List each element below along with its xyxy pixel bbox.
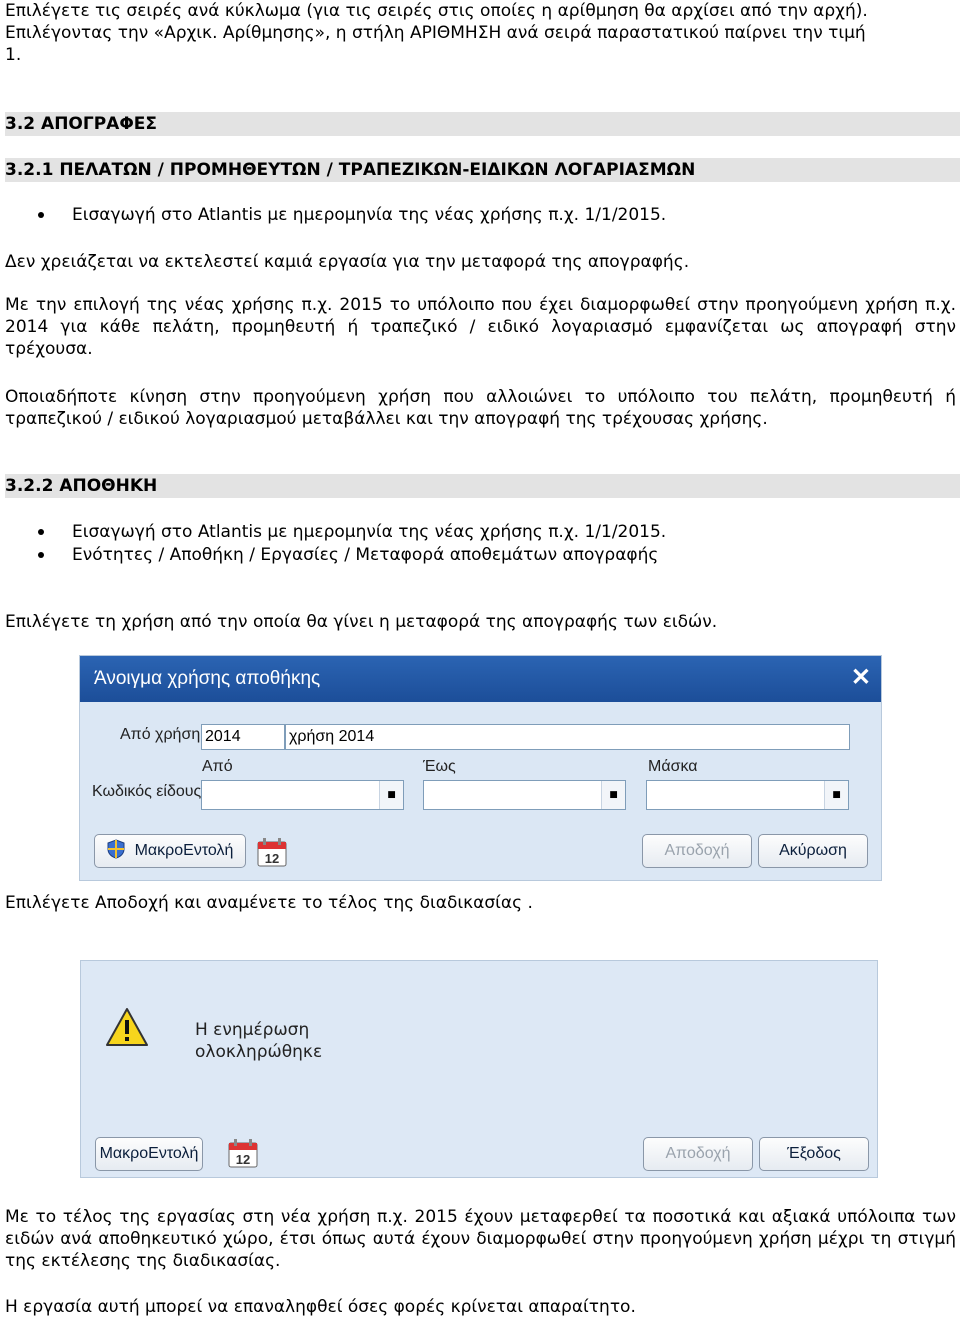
macro-button[interactable]: ΜακροΕντολή [95, 1137, 203, 1171]
year-description-input[interactable]: χρήση 2014 [285, 724, 850, 750]
paragraph: Με το τέλος της εργασίας στη νέα χρήση π.χ. 2015 έχουν μεταφερθεί τα ποσοτικά και αξιακά υπόλοιπα των ειδών ανά αποθηκευτικό χώρο, έτσι όπως αυτά έχουν διαμορφωθεί στην προηγούμενη χρήση μέχρι τη στιγμή της εκτέλεσης της διαδικασίας. [5, 1207, 956, 1271]
from-label: Από [202, 758, 233, 775]
section-heading-3-2-2: 3.2.2 ΑΠΟΘΗΚΗ [5, 474, 960, 498]
dialog-title: Άνοιγμα χρήσης αποθήκης [94, 668, 321, 689]
shield-icon [107, 839, 125, 859]
paragraph: Με την επιλογή της νέας χρήσης π.χ. 2015 το υπόλοιπο που έχει διαμορφωθεί στην προηγούμενη χρήση π.χ. 2014 για κάθε πελάτη, προμηθευτή ή τραπεζικό / ειδικό λογαριασμό εμφανίζεται ως απογραφή στην τρέχουσα. [5, 295, 956, 359]
paragraph: Οποιαδήποτε κίνηση στην προηγούμενη χρήση που αλλοιώνει το υπόλοιπο του πελάτη, προμηθευτή ή τραπεζικού / ειδικού λογαριασμού μεταβάλλει και την απογραφή της τρέχουσας χρήσης. [5, 387, 956, 429]
to-label: Έως [423, 758, 456, 775]
dropdown-arrow-icon[interactable]: ■ [379, 781, 403, 809]
bullet-dot [38, 529, 44, 535]
dropdown-arrow-icon[interactable]: ■ [601, 781, 625, 809]
paragraph: Επιλέγετε τη χρήση από την οποία θα γίνει η μεταφορά της απογραφής των ειδών. [5, 612, 718, 632]
year-label: Από χρήση [120, 726, 201, 743]
warning-icon [105, 1007, 149, 1047]
item-code-label: Κωδικός είδους [92, 783, 202, 800]
year-code-input[interactable]: 2014 [201, 724, 285, 750]
exit-button[interactable]: Έξοδος [759, 1137, 869, 1171]
bullet-item: Ενότητες / Αποθήκη / Εργασίες / Μεταφορά αποθεμάτων απογραφής [72, 545, 659, 565]
calendar-icon[interactable] [227, 1137, 259, 1169]
mask-label: Μάσκα [648, 758, 698, 775]
calendar-icon[interactable] [256, 836, 288, 868]
dialog-titlebar [80, 656, 881, 702]
from-item-combo[interactable] [201, 780, 404, 810]
intro-line-2: Επιλέγοντας την «Αρχικ. Αρίθμησης», η στήλη ΑΡΙΘΜΗΣΗ ανά σειρά παραστατικού παίρνει την τιμή [5, 23, 866, 43]
macro-button[interactable] [94, 834, 246, 868]
dialog-update-complete [80, 960, 878, 1178]
calendar-number: 12 [235, 1152, 251, 1167]
mask-combo[interactable] [646, 780, 849, 810]
section-heading-3-2: 3.2 ΑΠΟΓΡΑΦΕΣ [5, 112, 960, 136]
close-icon[interactable]: ✕ [850, 664, 871, 691]
paragraph: Δεν χρειάζεται να εκτελεστεί καμιά εργασία για την μεταφορά της απογραφής. [5, 252, 690, 272]
message-line-1: Η ενημέρωση [195, 1020, 310, 1040]
intro-line-1: Επιλέγετε τις σειρές ανά κύκλωμα (για τις σειρές στις οποίες η αρίθμηση θα αρχίσει από την αρχή). [5, 1, 868, 21]
intro-line-3: 1. [5, 45, 22, 65]
bullet-dot [38, 552, 44, 558]
macro-button-label: ΜακροΕντολή [134, 842, 234, 859]
completion-message [195, 1019, 322, 1063]
to-item-combo[interactable] [423, 780, 626, 810]
bullet-item: Εισαγωγή στο Atlantis με ημερομηνία της νέας χρήσης π.χ. 1/1/2015. [72, 522, 667, 542]
accept-button[interactable]: Αποδοχή [643, 1137, 753, 1171]
dropdown-arrow-icon[interactable]: ■ [824, 781, 848, 809]
cancel-button[interactable]: Ακύρωση [758, 834, 868, 868]
paragraph: Επιλέγετε Αποδοχή και αναμένετε το τέλος της διαδικασίας . [5, 893, 533, 913]
bullet-dot [38, 212, 44, 218]
calendar-number: 12 [264, 851, 280, 866]
paragraph: Η εργασία αυτή μπορεί να επαναληφθεί όσες φορές κρίνεται απαραίτητο. [5, 1297, 636, 1317]
intro-paragraph [5, 0, 956, 66]
section-heading-3-2-1: 3.2.1 ΠΕΛΑΤΩΝ / ΠΡΟΜΗΘΕΥΤΩΝ / ΤΡΑΠΕΖΙΚΩΝ-ΕΙΔΙΚΩΝ ΛΟΓΑΡΙΑΣΜΩΝ [5, 158, 960, 182]
message-line-2: ολοκληρώθηκε [195, 1042, 323, 1062]
bullet-item: Εισαγωγή στο Atlantis με ημερομηνία της νέας χρήσης π.χ. 1/1/2015. [72, 205, 667, 225]
accept-button[interactable]: Αποδοχή [642, 834, 752, 868]
dialog-open-warehouse-year [79, 655, 882, 881]
